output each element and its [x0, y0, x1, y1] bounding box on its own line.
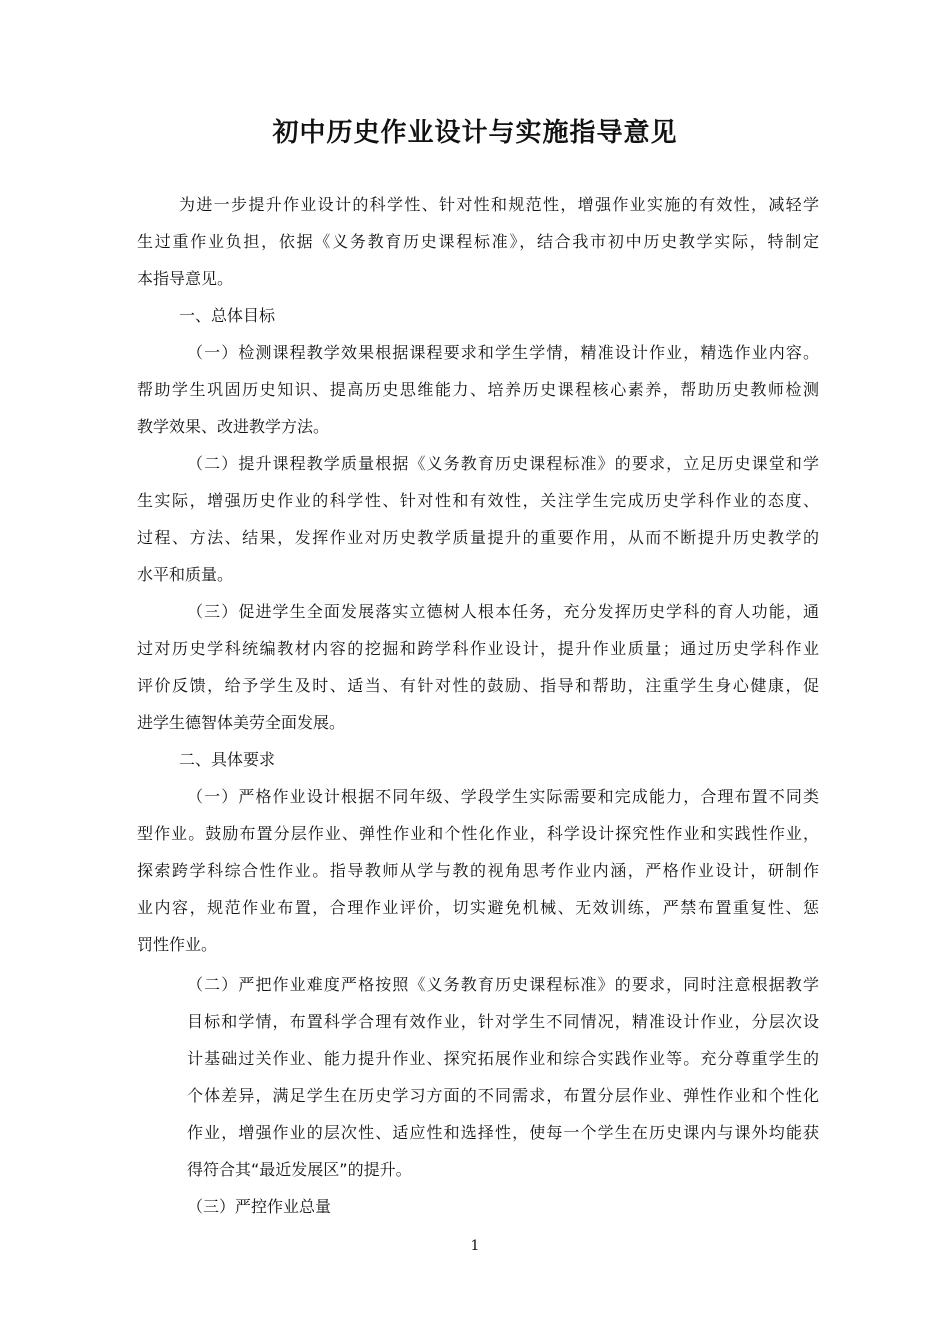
section-1	[137, 297, 819, 963]
text-line: 教学效果、改进教学方法。	[137, 417, 330, 436]
text-line: 型作业。鼓励布置分层作业、弹性作业和个性化作业，科学设计探究性作业和实践性作业，	[137, 824, 819, 843]
paragraph	[137, 593, 819, 741]
text-line: 目标和学情，布置科学合理有效作业，针对学生不同情况，精准设计作业，分层次设	[187, 1012, 819, 1031]
page-title: 初中历史作业设计与实施指导意见	[272, 118, 678, 148]
text-line: 计基础过关作业、能力提升作业、探究拓展作业和综合实践作业等。充分尊重学生的	[187, 1049, 819, 1068]
text-line: 得符合其“最近发展区”的提升。	[187, 1160, 412, 1179]
text-line: 帮助学生巩固历史知识、提高历史思维能力、培养历史课程核心素养，帮助历史教师检测	[137, 380, 819, 399]
page-number: 1	[470, 1238, 480, 1254]
text-line: 为进一步提升作业设计的科学性、针对性和规范性，增强作业实施的有效性，减轻学	[179, 195, 819, 214]
text-line: 本指导意见。	[137, 269, 234, 288]
intro-paragraph	[137, 186, 819, 297]
text-line: 探索跨学科综合性作业。指导教师从学与教的视角思考作业内涵，严格作业设计，研制作	[137, 861, 819, 880]
text-line: 生过重作业负担，依据《义务教育历史课程标准》，结合我市初中历史教学实际，特制定	[137, 232, 819, 251]
paragraph	[137, 334, 819, 445]
text-line: 罚性作业。	[137, 935, 218, 954]
section-heading: 一、总体目标	[179, 306, 276, 325]
text-line: （一）严格作业设计根据不同年级、学段学生实际需要和完成能力，合理布置不同类	[187, 787, 819, 806]
paragraph-indented	[187, 966, 819, 1225]
paragraph	[137, 445, 819, 593]
text-line: 进学生德智体美劳全面发展。	[137, 713, 346, 732]
text-line: 生实际，增强历史作业的科学性、针对性和有效性，关注学生完成历史学科作业的态度、	[137, 491, 819, 510]
text-line: 过程、方法、结果，发挥作业对历史教学质量提升的重要作用，从而不断提升历史教学的	[137, 528, 819, 547]
paragraph	[137, 778, 819, 963]
text-line: 作业，增强作业的层次性、适应性和选择性，使每一个学生在历史课内与课外均能获	[187, 1123, 819, 1142]
text-line: 过对历史学科统编教材内容的挖掘和跨学科作业设计，提升作业质量；通过历史学科作业	[137, 639, 819, 658]
text-line: （二）严把作业难度严格按照《义务教育历史课程标准》的要求，同时注意根据教学	[187, 975, 819, 994]
text-line: 个体差异，满足学生在历史学习方面的不同需求，布置分层作业、弹性作业和个性化	[187, 1086, 819, 1105]
text-line: 评价反馈，给予学生及时、适当、有针对性的鼓励、指导和帮助，注重学生身心健康，促	[137, 676, 819, 695]
text-line: 业内容，规范作业布置，合理作业评价，切实避免机械、无效训练，严禁布置重复性、惩	[137, 898, 819, 917]
text-line: （三）促进学生全面发展落实立德树人根本任务，充分发挥历史学科的育人功能，通	[187, 602, 819, 621]
subsection-heading: （三）严控作业总量	[187, 1197, 332, 1216]
section-heading: 二、具体要求	[179, 750, 276, 769]
text-line: （二）提升课程教学质量根据《义务教育历史课程标准》的要求，立足历史课堂和学	[187, 454, 819, 473]
text-line: 水平和质量。	[137, 565, 234, 584]
text-line: （一）检测课程教学效果根据课程要求和学生学情，精准设计作业，精选作业内容。	[187, 343, 819, 362]
